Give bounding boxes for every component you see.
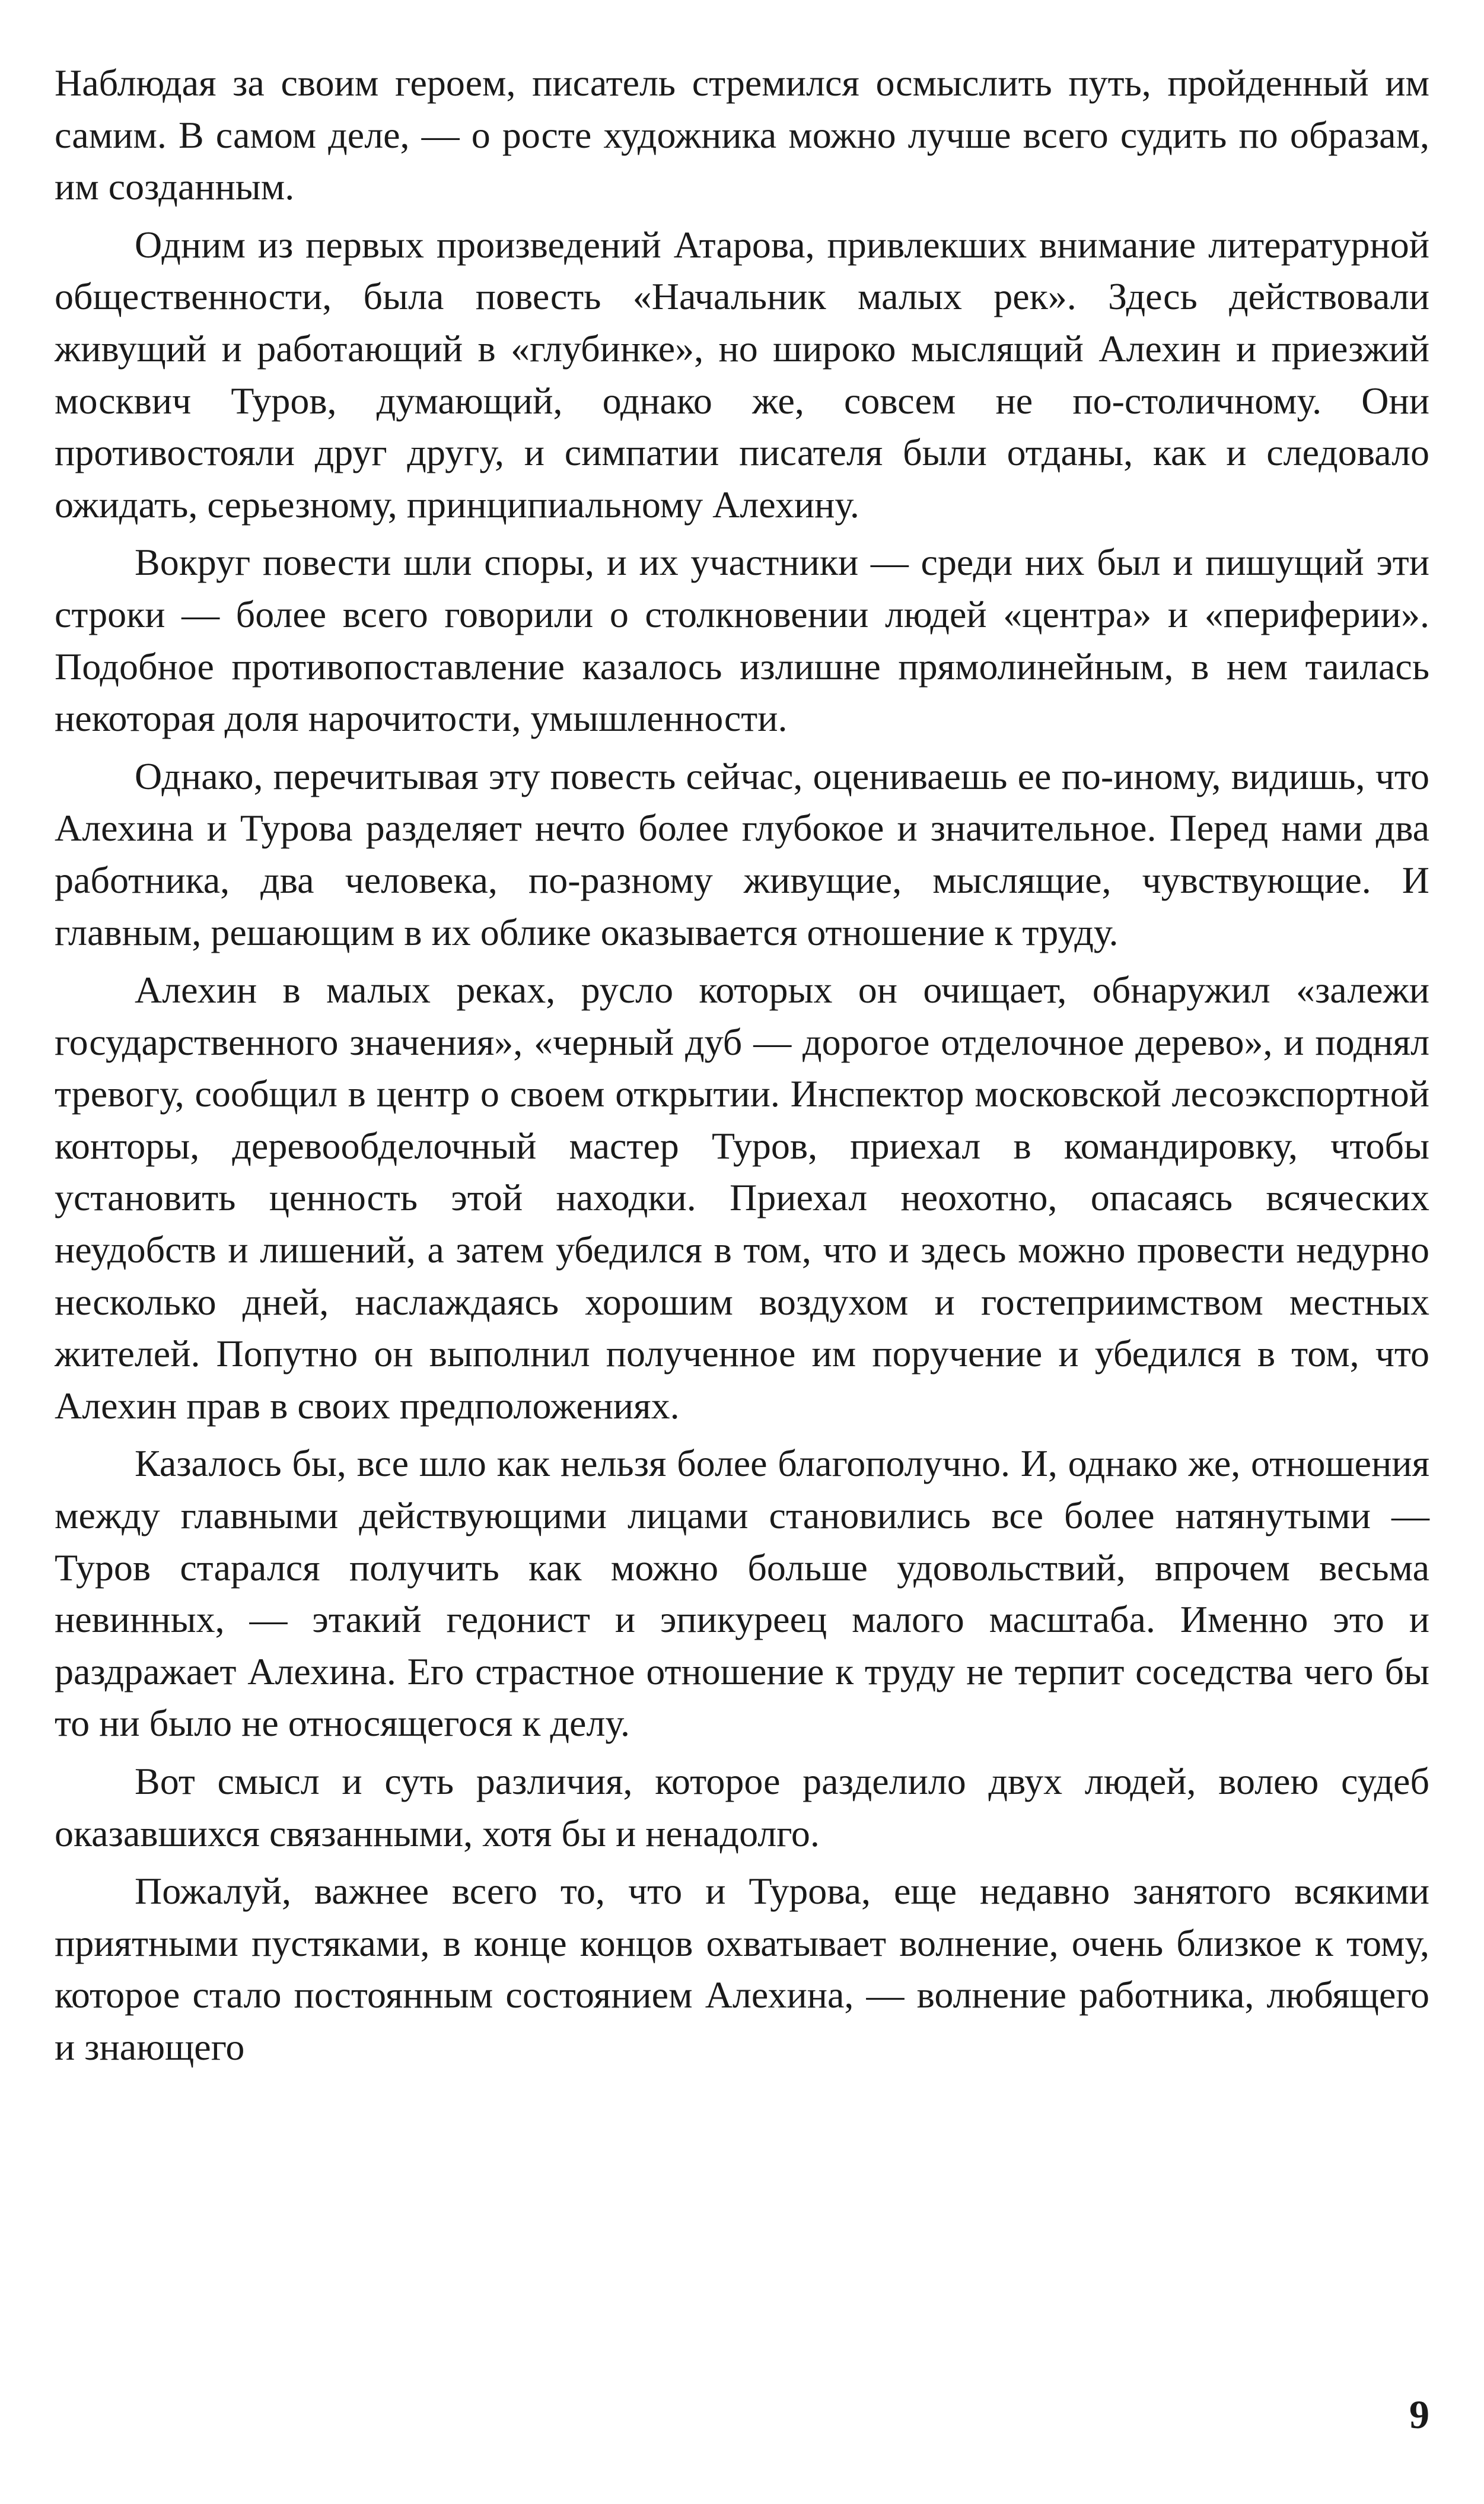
paragraph-6: Казалось бы, все шло как нельзя более благополучно. И, однако же, отношения между главными действующими лицами становились все более натянутыми — Туров старался получить как можно больше удовольствий, впрочем весьма невинных, — этакий гедонист и эпикуреец малого масштаба. Именно это и раздражает Алехина. Его страстное отношение к труду не терпит соседства чего бы то ни было не относящегося к делу. [55,1442,1429,1745]
paragraph-8: Пожалуй, важнее всего то, что и Турова, еще недавно занятого всякими приятными пустяками, в конце концов охватывает волнение, очень близкое к тому, которое стало постоянным состоянием Алехина, — волнение работника, любящего и знающего [55,1870,1429,2068]
paragraph-3: Вокруг повести шли споры, и их участники — среди них был и пишущий эти строки — более всего говорили о столкновении людей «центра» и «периферии». Подобное противопоставление казалось излишне прямолинейным, в нем таилась некоторая доля нарочитости, умышленности. [55,541,1429,740]
paragraph-5: Алехин в малых реках, русло которых он очищает, обнаружил «залежи государственного значения», «черный дуб — дорогое отделочное дерево», и поднял тревогу, сообщил в центр о своем открытии. Инспектор московской лесоэкспортной конторы, деревообделочный мастер Туров, приехал в командировку, чтобы установить ценность этой находки. Приехал неохотно, опасаясь всяческих неудобств и лишений, а затем убедился в том, что и здесь можно провести недурно несколько дней, наслаждаясь хорошим воздухом и гостеприимством местных жителей. Попутно он выполнил полученное им поручение и убедился в том, что Алехин прав в своих предположениях. [55,969,1429,1427]
paragraph-4: Однако, перечитывая эту повесть сейчас, оцениваешь ее по-иному, видишь, что Алехина и Турова разделяет нечто более глубокое и значительное. Перед нами два работника, два человека, по-разному живущие, мыслящие, чувствующие. И главным, решающим в их облике оказывается отношение к труду. [55,755,1429,953]
paragraph-2: Одним из первых произведений Атарова, привлекших внимание литературной общественности, была повесть «Начальник малых рек». Здесь действовали живущий и работающий в «глубинке», но широко мыслящий Алехин и приезжий москвич Туров, думающий, однако же, совсем не по-столичному. Они противостояли друг другу, и симпатии писателя были отданы, как и следовало ожидать, серьезному, принципиальному Алехину. [55,223,1429,526]
page-number: 9 [1409,2392,1429,2437]
paragraph-7: Вот смысл и суть различия, которое разделило двух людей, волею судеб оказавшихся связанными, хотя бы и ненадолго. [55,1760,1429,1854]
book-page [55,57,1429,2073]
paragraph-1: Наблюдая за своим героем, писатель стремился осмыслить путь, пройденный им самим. В самом деле, — о росте художника можно лучше всего судить по образам, им созданным. [55,62,1429,208]
